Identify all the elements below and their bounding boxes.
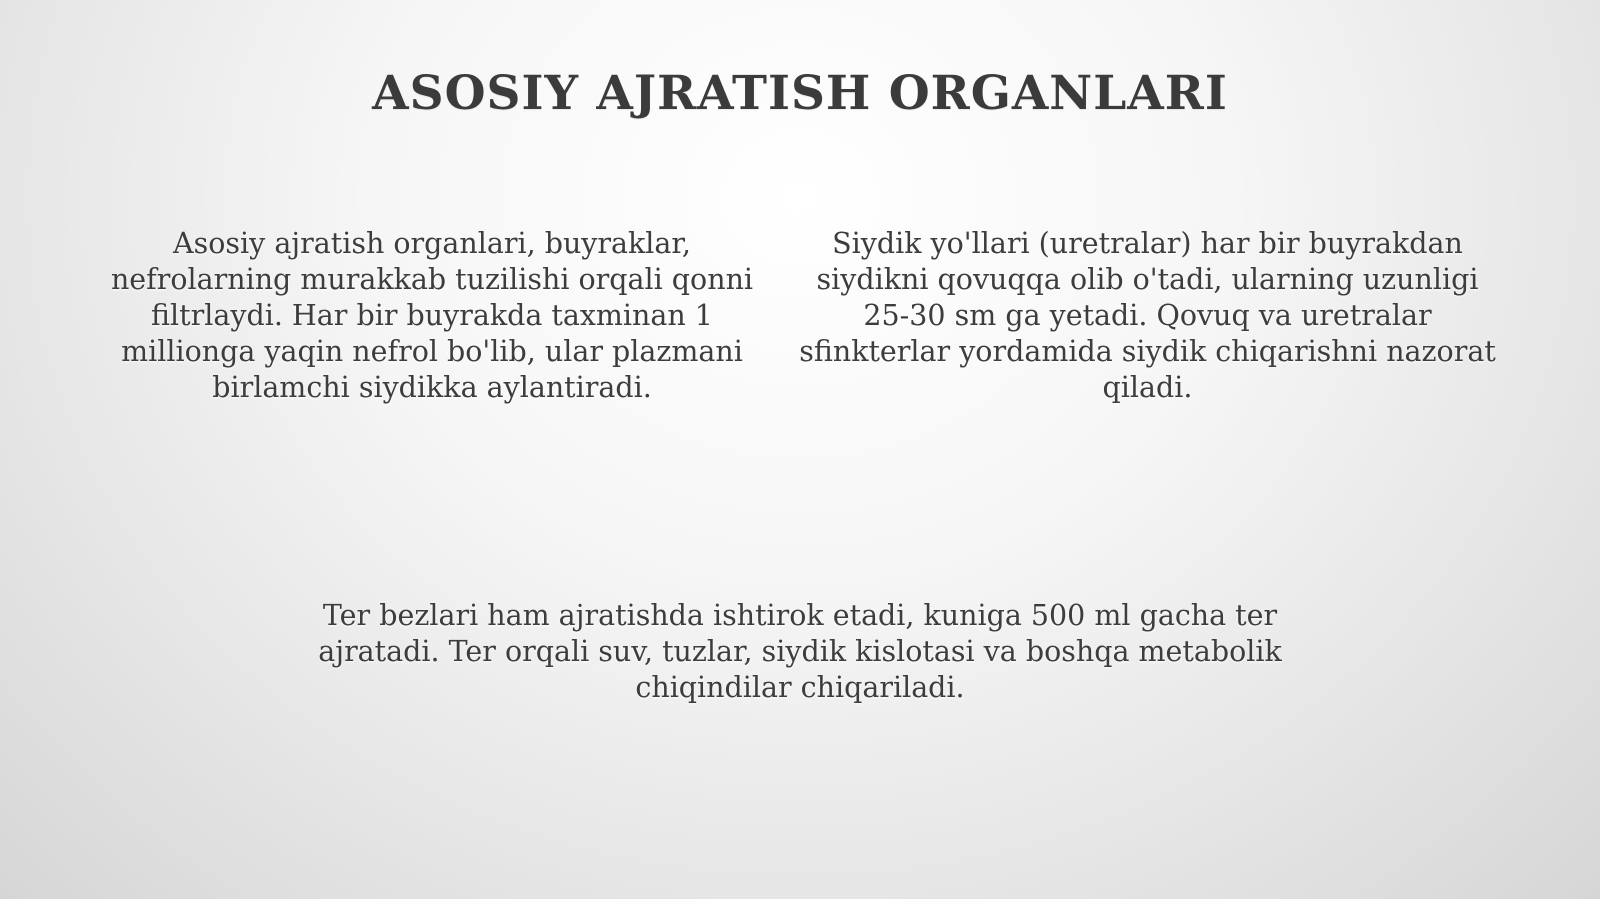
paragraph-kidneys: Asosiy ajratish organlari, buyraklar, nefrolarning murakkab tuzilishi orqali qonni filtrlaydi. Har bir buyrakda taxminan 1 millionga yaqin nefrol bo'lib, ular plazmani birlamchi siydikka aylantiradi.	[110, 227, 754, 404]
paragraph-sweat-glands: Ter bezlari ham ajratishda ishtirok etadi, kuniga 500 ml gacha ter ajratadi. Ter orqali suv, tuzlar, siydik kislotasi va boshqa metabolik chiqindilar chiqariladi.	[318, 599, 1282, 704]
slide-title: ASOSIY AJRATISH ORGANLARI	[372, 66, 1228, 121]
paragraph-urinary-tract: Siydik yo'llari (uretralar) har bir buyrakdan siydikni qovuqqa olib o'tadi, ularning uzunligi 25-30 sm ga yetadi. Qovuq va uretralar sfinkterlar yordamida siydik chiqarishni nazorat qiladi.	[799, 227, 1496, 404]
